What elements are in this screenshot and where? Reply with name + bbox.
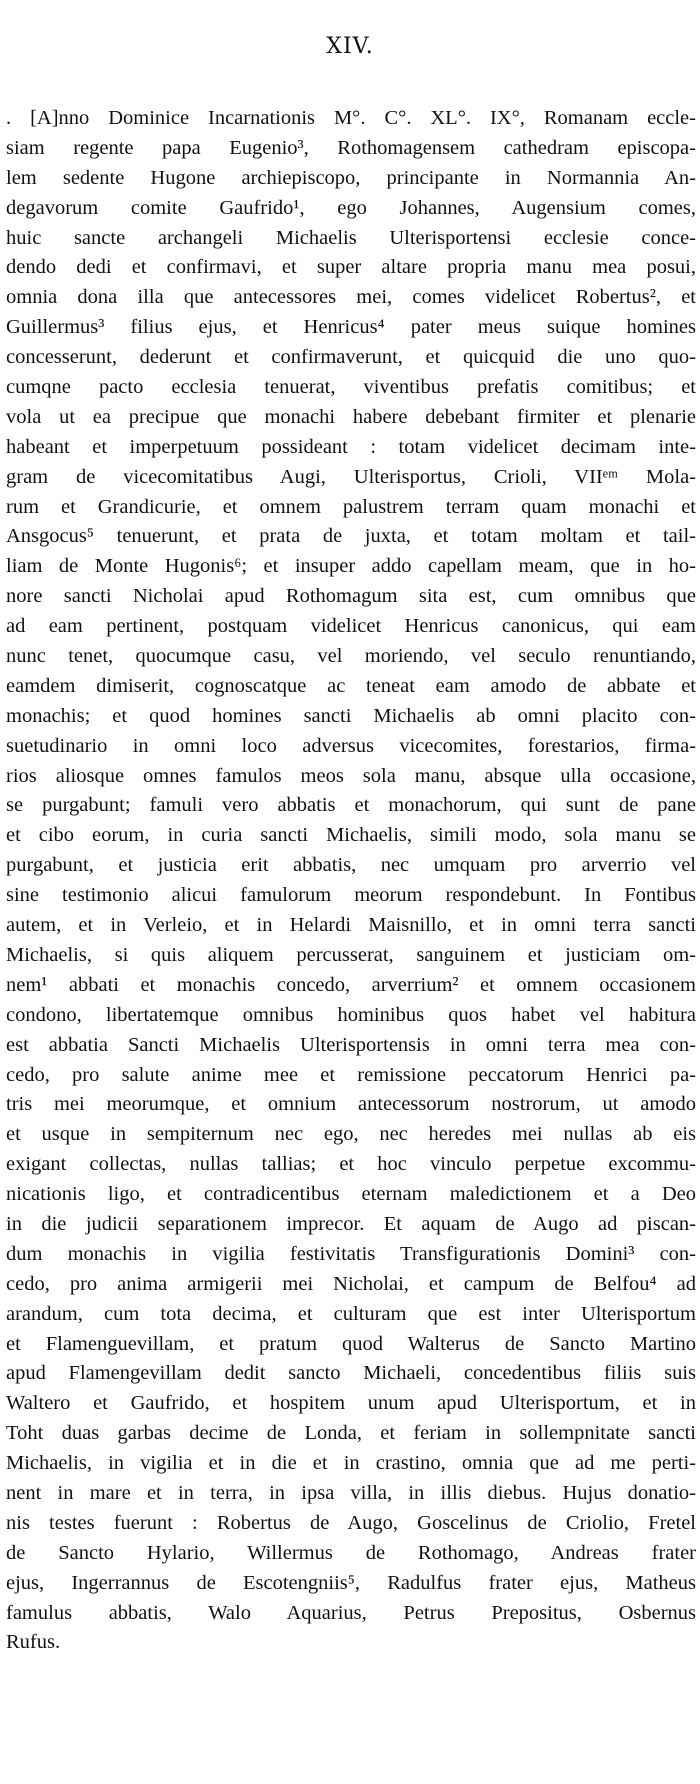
text-line: se purgabunt; famuli vero abbatis et monachorum, qui sunt de pane [6, 794, 696, 817]
text-line: dendo dedi et confirmavi, et super altare propria manu mea posui, [6, 256, 696, 279]
text-line: concesserunt, dederunt et confirmaverunt, et quicquid die uno quo- [6, 346, 696, 369]
text-line: sine testimonio alicui famulorum meorum respondebunt. In Fontibus [6, 884, 696, 907]
text-line: cedo, pro anima armigerii mei Nicholai, et campum de Belfou⁴ ad [6, 1272, 696, 1295]
text-line: famulus abbatis, Walo Aquarius, Petrus Prepositus, Osbernus [6, 1601, 696, 1624]
text-line: Guillermus³ filius ejus, et Henricus⁴ pater meus suique homines [6, 316, 696, 339]
text-line: et usque in sempiternum nec ego, nec heredes mei nullas ab eis [6, 1123, 696, 1146]
text-line: et cibo eorum, in curia sancti Michaelis, simili modo, sola manu se [6, 824, 696, 847]
text-line: et Flamenguevillam, et pratum quod Walterus de Sancto Martino [6, 1332, 696, 1355]
text-line: Michaelis, si quis aliquem percusserat, sanguinem et justiciam om- [6, 943, 696, 966]
text-line: in die judicii separationem imprecor. Et aquam de Augo ad piscan- [6, 1212, 696, 1235]
text-line: rios aliosque omnes famulos meos sola manu, absque ulla occasione, [6, 764, 696, 787]
text-line: lem sedente Hugone archiepiscopo, principante in Normannia An- [6, 166, 696, 189]
text-line: monachis; et quod homines sancti Michaelis ab omni placito con- [6, 704, 696, 727]
text-line: nicationis ligo, et contradicentibus eternam maledictionem et a Deo [6, 1183, 696, 1206]
text-line: huic sancte archangeli Michaelis Ulterisportensi ecclesie conce- [6, 226, 696, 249]
text-line: liam de Monte Hugonis⁶; et insuper addo capellam meam, que in ho- [6, 555, 696, 578]
text-line: ejus, Ingerrannus de Escotengniis⁵, Radulfus frater ejus, Matheus [6, 1571, 696, 1594]
text-line: suetudinario in omni loco adversus vicecomites, forestarios, firma- [6, 734, 696, 757]
text-line: Rufus. [6, 1631, 61, 1654]
text-line: nunc tenet, quocumque casu, vel moriendo, vel seculo renuntiando, [6, 645, 696, 668]
text-line: tris mei meorumque, et omnium antecessorum nostrorum, ut amodo [6, 1093, 696, 1116]
text-line: est abbatia Sancti Michaelis Ulterisportensis in omni terra mea con- [6, 1033, 696, 1056]
text-line: purgabunt, et justicia erit abbatis, nec umquam pro arverrio vel [6, 854, 696, 877]
text-line: apud Flamengevillam dedit sancto Michaeli, concedentibus filiis suis [6, 1362, 696, 1385]
charter-number-heading: XIV. [326, 34, 374, 59]
text-line: . [A]nno Dominice Incarnationis M°. C°. XL°. IX°, Romanam eccle- [6, 107, 696, 129]
text-line: Toht duas garbas decime de Londa, et feriam in sollempnitate sancti [6, 1422, 696, 1445]
text-line: condono, libertatemque omnibus hominibus quos habet vel habitura [6, 1003, 696, 1026]
text-line: autem, et in Verleio, et in Helardi Maisnillo, et in omni terra sancti [6, 914, 696, 937]
text-line: Ansgocus⁵ tenuerunt, et prata de juxta, et totam moltam et tail- [6, 525, 696, 548]
text-line: vola ut ea precipue que monachi habere debebant firmiter et plenarie [6, 405, 696, 428]
text-line: habeant et imperpetuum possideant : totam videlicet decimam inte- [6, 435, 696, 458]
text-line: eamdem dimiserit, cognoscatque ac teneat eam amodo de abbate et [6, 674, 696, 697]
text-line: gram de vicecomitatibus Augi, Ulterisportus, Crioli, VIIᵉᵐ Mola- [6, 465, 696, 488]
text-line: ad eam pertinent, postquam videlicet Henricus canonicus, qui eam [6, 615, 696, 638]
text-line: nore sancti Nicholai apud Rothomagum sita est, cum omnibus que [6, 585, 696, 608]
charter-body-text [6, 104, 696, 1658]
text-line: Michaelis, in vigilia et in die et in crastino, omnia que ad me perti- [6, 1452, 696, 1475]
text-line: cumqne pacto ecclesia tenuerat, viventibus prefatis comitibus; et [6, 376, 696, 399]
text-line: arandum, cum tota decima, et culturam que est inter Ulterisportum [6, 1302, 696, 1325]
text-line: nent in mare et in terra, in ipsa villa, in illis diebus. Hujus donatio- [6, 1481, 696, 1504]
text-line: rum et Grandicurie, et omnem palustrem terram quam monachi et [6, 495, 696, 518]
text-line: degavorum comite Gaufrido¹, ego Johannes, Augensium comes, [6, 196, 696, 219]
text-line: exigant collectas, nullas tallias; et hoc vinculo perpetue excommu- [6, 1153, 696, 1176]
text-line: cedo, pro salute anime mee et remissione peccatorum Henrici pa- [6, 1063, 696, 1086]
text-line: Waltero et Gaufrido, et hospitem unum apud Ulterisportum, et in [6, 1392, 696, 1415]
text-line: dum monachis in vigilia festivitatis Transfigurationis Domini³ con- [6, 1242, 696, 1265]
text-line: de Sancto Hylario, Willermus de Rothomago, Andreas frater [6, 1541, 696, 1564]
text-line: nis testes fuerunt : Robertus de Augo, Goscelinus de Criolio, Fretel [6, 1511, 696, 1534]
text-line: omnia dona illa que antecessores mei, comes videlicet Robertus², et [6, 286, 696, 309]
text-line: siam regente papa Eugenio³, Rothomagensem cathedram episcopa- [6, 136, 696, 159]
text-line: nem¹ abbati et monachis concedo, arverrium² et omnem occasionem [6, 973, 696, 996]
